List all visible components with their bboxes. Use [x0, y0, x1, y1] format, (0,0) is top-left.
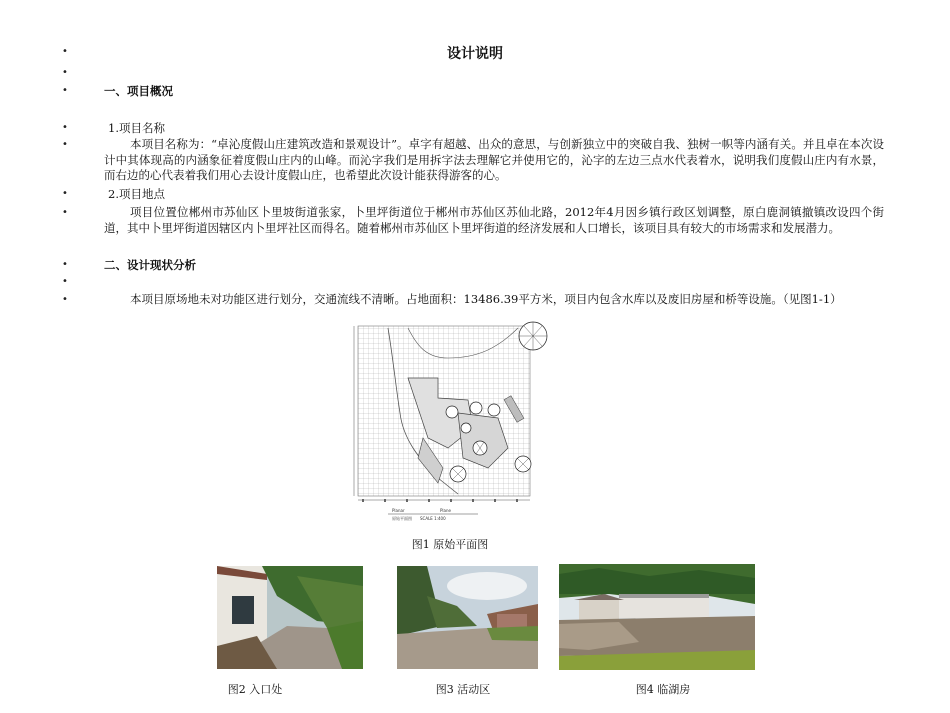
original-site-plan [348, 318, 552, 524]
bullet: • [62, 259, 68, 270]
bullet: • [62, 67, 68, 78]
entrance-photo [217, 566, 363, 669]
bullet: • [62, 139, 68, 150]
page-title: 设计说明 [447, 46, 503, 62]
activity-area-photo [397, 566, 538, 669]
plan-label-left: Planar [392, 508, 405, 513]
bullet: • [62, 85, 68, 96]
project-location-paragraph: 项目位置位郴州市苏仙区卜里坡街道张家，卜里坪街道位于郴州市苏仙区苏仙北路，2012年4月因乡镇行政区划调整，原白鹿洞镇撤镇改设四个街道，其中卜里坪街道因辖区内卜里坪社区而得名。随着郴州市苏仙区卜里坪街道的经济发展和人口增长，该项目具有较大的市场需求和发展潜力。 [104, 205, 884, 235]
plan-scale: SCALE 1:400 [420, 516, 446, 521]
plan-label-right: Plane [440, 508, 451, 513]
tree-symbol [461, 423, 471, 433]
figure-caption: 图2 入口处 [227, 683, 283, 696]
item-project-location-title: 2.项目地点 [108, 187, 165, 201]
section-heading-overview: 一、项目概况 [104, 84, 173, 98]
tree-symbol [446, 406, 458, 418]
tree-symbol [470, 402, 482, 414]
bullet: • [62, 207, 68, 218]
tree-symbol [488, 404, 500, 416]
figure-caption: 图3 活动区 [435, 683, 491, 696]
section-heading-analysis: 二、设计现状分析 [104, 258, 196, 272]
bullet: • [62, 188, 68, 199]
bullet: • [62, 276, 68, 287]
bullet: • [62, 122, 68, 133]
item-project-name-title: 1.项目名称 [108, 121, 165, 135]
plan-title-block: 原始平面图 [392, 516, 412, 521]
bullet: • [62, 294, 68, 305]
figure-caption: 图4 临湖房 [635, 683, 691, 696]
project-name-paragraph: 本项目名称为：“卓沁度假山庄建筑改造和景观设计”。卓字有超越、出众的意思，与创新独立中的突破自我、独树一帜等内涵有关。并且卓在本次设计中其体现高的内涵象征着度假山庄内的山峰。而沁字我们是用拆字法去理解它并使用它的，沁字的左边三点水代表着水，说明我们度假山庄内有水景，而右边的心代表着我们用心去设计度假山庄，也希望此次设计能获得游客的心。 [104, 137, 884, 182]
analysis-paragraph: 本项目原场地未对功能区进行划分，交通流线不清晰。占地面积：13486.39平方米，项目内包含水库以及废旧房屋和桥等设施。（见图1-1） [130, 292, 842, 306]
lakeside-house-photo [559, 564, 755, 670]
bullet: • [62, 46, 68, 57]
figure-caption: 图1 原始平面图 [411, 538, 489, 551]
